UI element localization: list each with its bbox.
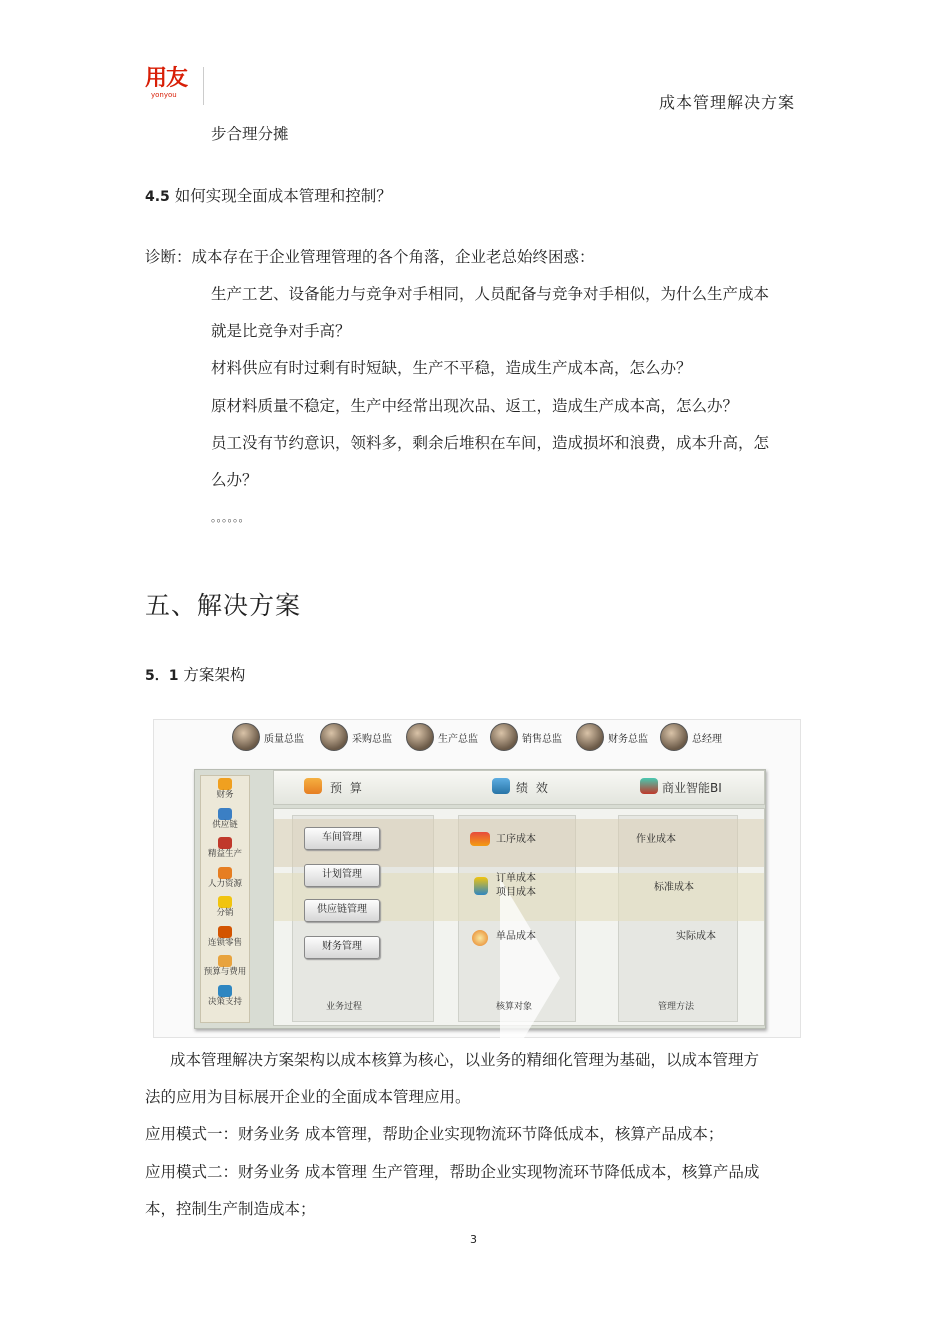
- avatar-icon: [406, 723, 434, 751]
- module-label: 预算与费用: [203, 967, 247, 977]
- module-icon: [218, 808, 232, 820]
- mode-2-line: 应用模式二：财务业务 成本管理 生产管理，帮助企业实现物流环节降低成本，核算产品成: [145, 1163, 760, 1181]
- paragraph-line: 成本管理解决方案架构以成本核算为核心，以业务的精细化管理为基础，以成本管理方: [170, 1051, 760, 1069]
- section-title: 方案架构: [183, 666, 246, 684]
- sidebar-module-item: [201, 983, 249, 1013]
- section-number: 5．1: [145, 668, 179, 684]
- sidebar-module-item: [201, 924, 249, 954]
- section-title: 如何实现全面成本管理和控制？: [174, 187, 392, 205]
- module-icon: [218, 867, 232, 879]
- footer-accounting-object: 核算对象: [496, 1002, 533, 1012]
- role-item: [406, 723, 478, 751]
- module-label: 决策支持: [207, 996, 242, 1007]
- diagnosis-line: 诊断：成本存在于企业管理管理的各个角落，企业老总始终困惑：: [145, 248, 595, 266]
- question-3: 原材料质量不稳定，生产中经常出现次品、返工，造成生产成本高，怎么办？: [211, 397, 739, 415]
- footer-management-method: 管理方法: [658, 1002, 695, 1012]
- module-icon: [218, 926, 232, 938]
- module-label: 分销: [216, 908, 234, 918]
- module-label: 供应链: [212, 819, 238, 830]
- page-number: 3: [470, 1233, 477, 1246]
- role-label: 质量总监: [264, 733, 304, 745]
- architecture-frame: [194, 769, 766, 1029]
- method-activity-cost: 作业成本: [636, 834, 676, 845]
- chapter-5-heading: 五、解决方案: [145, 591, 302, 620]
- cost-body-panel: [273, 808, 765, 1026]
- question-2: 材料供应有时过剩有时短缺，生产不平稳，造成生产成本高，怎么办？: [211, 359, 692, 377]
- performance-icon: [492, 778, 510, 794]
- question-1: 生产工艺、设备能力与竞争对手相同，人员配备与竞争对手相似，为什么生产成本: [211, 285, 770, 303]
- module-icon: [218, 985, 232, 997]
- logo-text: 用友: [145, 66, 188, 91]
- ellipsis-dots: 。。。。。。: [211, 511, 250, 524]
- sidebar-module-item: [201, 894, 249, 924]
- question-4: 员工没有节约意识，领料多，剩余后堆积在车间，造成损坏和浪费，成本升高，怎: [211, 434, 770, 452]
- module-sidebar: [200, 775, 250, 1023]
- performance-label: 绩 效: [516, 781, 550, 795]
- process-button: 车间管理: [304, 827, 380, 850]
- role-item: [660, 723, 722, 751]
- method-actual-cost: 实际成本: [676, 931, 716, 942]
- solution-architecture-diagram: [153, 719, 801, 1038]
- module-icon: [218, 778, 232, 790]
- role-label: 财务总监: [608, 733, 648, 745]
- budget-label: 预 算: [330, 781, 364, 795]
- method-standard-cost: 标准成本: [654, 882, 694, 893]
- object-unit-cost: 单品成本: [496, 931, 536, 942]
- role-label: 采购总监: [352, 733, 392, 745]
- role-item: [232, 723, 304, 751]
- module-icon: [218, 837, 232, 849]
- process-button: 供应链管理: [304, 899, 380, 922]
- unit-cost-icon: [472, 930, 488, 946]
- section-5-1-heading: [145, 665, 245, 686]
- module-label: 财务: [216, 790, 234, 800]
- avatar-icon: [490, 723, 518, 751]
- avatar-icon: [232, 723, 260, 751]
- section-number: 4.5: [145, 189, 170, 205]
- role-label: 生产总监: [438, 733, 478, 745]
- avatar-icon: [320, 723, 348, 751]
- sidebar-module-item: [201, 865, 249, 895]
- section-4-5-heading: [145, 186, 392, 207]
- process-button: 财务管理: [304, 936, 380, 959]
- role-label: 总经理: [692, 733, 722, 745]
- mode-2-line-cont: 本，控制生产制造成本；: [145, 1200, 316, 1218]
- module-label: 精益生产: [207, 849, 242, 859]
- module-icon: [218, 955, 232, 967]
- bi-label: 商业智能BI: [662, 781, 722, 795]
- top-bar: [273, 770, 765, 805]
- object-project-cost: 项目成本: [496, 887, 536, 898]
- sidebar-module-item: [201, 835, 249, 865]
- logo-subtext: yonyou: [151, 91, 177, 99]
- sidebar-module-item: [201, 776, 249, 806]
- bi-icon: [640, 778, 658, 794]
- question-1-cont: 就是比竞争对手高？: [211, 322, 351, 340]
- object-order-cost: 订单成本: [496, 873, 536, 884]
- question-4-cont: 么办？: [211, 471, 258, 489]
- header-title: 成本管理解决方案: [658, 93, 795, 112]
- sidebar-module-item: [201, 953, 249, 983]
- role-item: [490, 723, 562, 751]
- role-item: [576, 723, 648, 751]
- yonyou-logo: [145, 67, 204, 105]
- process-button: 计划管理: [304, 864, 380, 887]
- module-label: 连锁零售: [207, 937, 242, 948]
- avatar-icon: [660, 723, 688, 751]
- module-icon: [218, 896, 232, 908]
- flow-arrow: [500, 878, 560, 1078]
- avatar-icon: [576, 723, 604, 751]
- role-item: [320, 723, 392, 751]
- order-cost-icon: [474, 877, 488, 895]
- budget-icon: [304, 778, 322, 794]
- footer-business-process: 业务过程: [326, 1002, 363, 1012]
- mode-1-line: 应用模式一：财务业务 成本管理，帮助企业实现物流环节降低成本，核算产品成本；: [145, 1125, 724, 1143]
- object-process-cost: 工序成本: [496, 834, 536, 845]
- process-cost-icon: [470, 832, 490, 846]
- paragraph-line: 法的应用为目标展开企业的全面成本管理应用。: [145, 1088, 471, 1106]
- role-label: 销售总监: [522, 733, 562, 745]
- sidebar-module-item: [201, 806, 249, 836]
- text-line: 步合理分摊: [211, 125, 289, 143]
- module-label: 人力资源: [207, 878, 242, 889]
